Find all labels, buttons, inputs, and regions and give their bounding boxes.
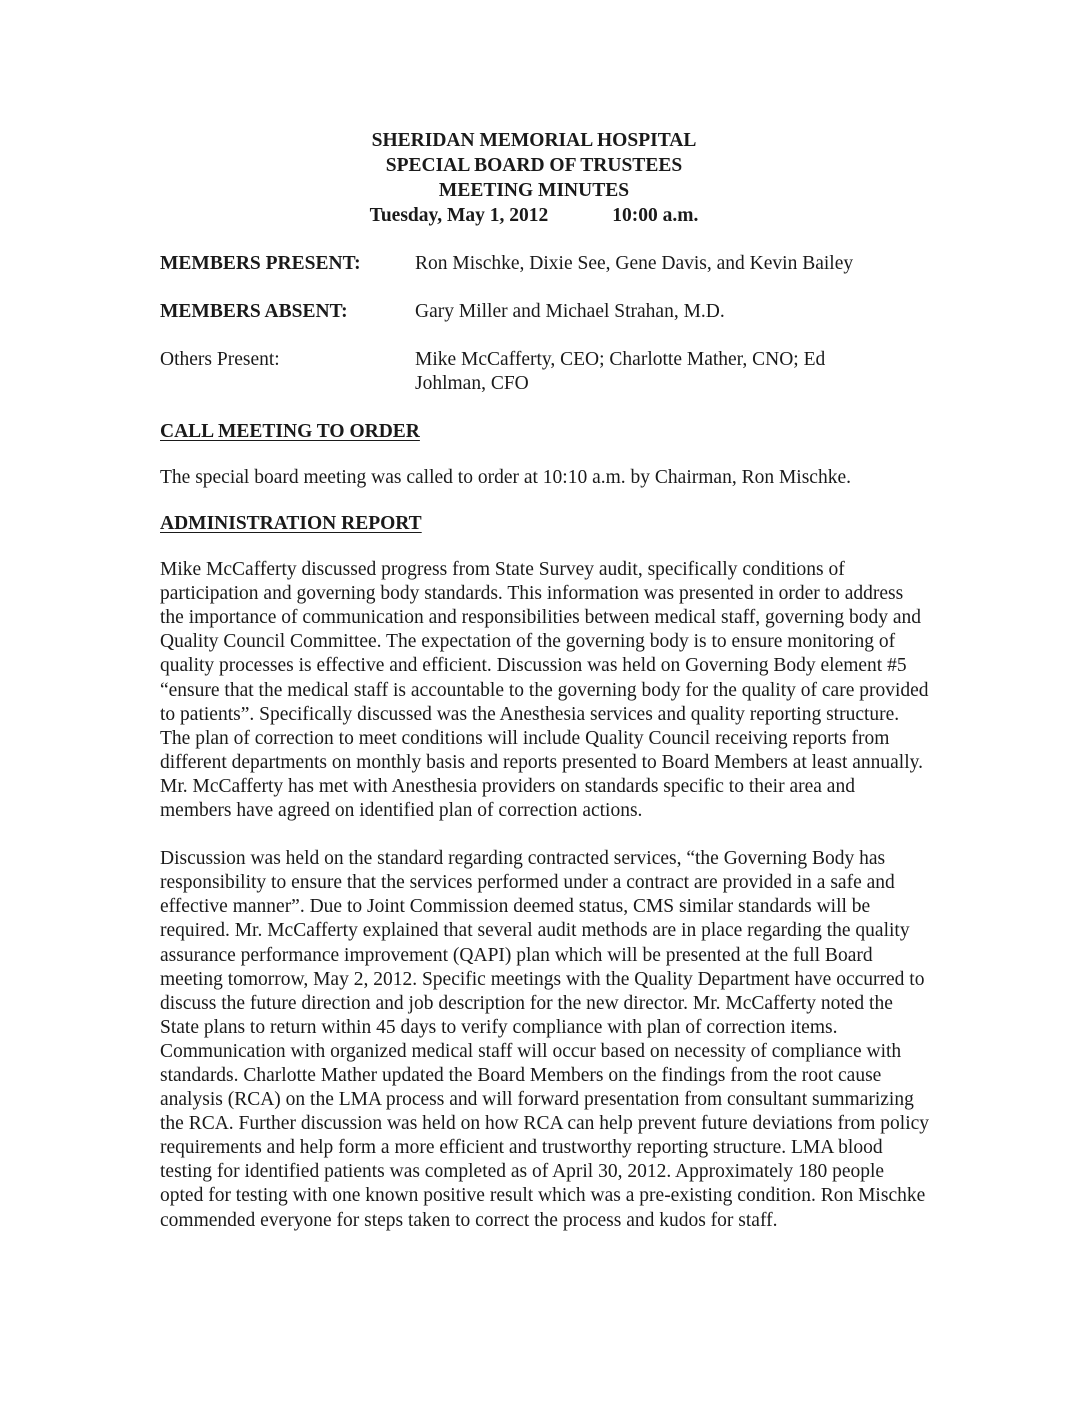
attendance-value: Ron Mischke, Dixie See, Gene Davis, and Kevin Bailey xyxy=(415,253,854,274)
attendance-label: MEMBERS ABSENT: xyxy=(160,301,348,322)
attendance-row-others xyxy=(160,348,930,396)
document-type: MEETING MINUTES xyxy=(438,180,630,201)
section-heading-administration-report: ADMINISTRATION REPORT xyxy=(160,513,422,535)
attendance-value: Mike McCafferty, CEO; Charlotte Mather, CNO; Ed Johlman, CFO xyxy=(415,349,826,394)
attendance-label: MEMBERS PRESENT: xyxy=(160,253,361,274)
document-page xyxy=(160,128,930,1233)
section-heading-call-to-order: CALL MEETING TO ORDER xyxy=(160,421,420,442)
attendance-row-present xyxy=(160,252,930,276)
meeting-date: Tuesday, May 1, 2012 xyxy=(369,205,549,226)
call-to-order-text: The special board meeting was called to order at 10:10 a.m. by Chairman, Ron Mischke. xyxy=(160,467,851,488)
board-name: SPECIAL BOARD OF TRUSTEES xyxy=(385,155,683,176)
admin-report-paragraph-2: Discussion was held on the standard regarding contracted services, “the Governing Body has responsibility to ensure that the services performed under a contract are provided in a safe and effective manner”. Due to Joint Commission deemed status, CMS similar standards will be required. Mr. McCafferty explained that several audit methods are in place regarding the quality assurance performance improvement (QAPI) plan which will be presented at the full Board meeting tomorrow, May 2, 2012. Specific meetings with the Quality Department have occurred to discuss the future direction and job description for the new director. Mr. McCafferty noted the State plans to return within 45 days to verify compliance with plan of correction items. Communication with organized medical staff will occur based on necessity of compliance with standards. Charlotte Mather updated the Board Members on the findings from the root cause analysis (RCA) on the LMA process and will forward presentation from consultant summarizing the RCA. Further discussion was held on how RCA can help prevent future deviations from policy requirements and help form a more efficient and trustworthy reporting structure. LMA blood testing for identified patients was completed as of April 30, 2012. Approximately 180 people opted for testing with one known positive result which was a pre-existing condition. Ron Mischke commended everyone for steps taken to correct the process and kudos for staff. xyxy=(160,848,930,1231)
attendance-label: Others Present: xyxy=(160,349,280,370)
meeting-time: 10:00 a.m. xyxy=(612,205,699,226)
attendance-value: Gary Miller and Michael Strahan, M.D. xyxy=(415,301,725,322)
hospital-name: SHERIDAN MEMORIAL HOSPITAL xyxy=(371,130,697,151)
meeting-dateline xyxy=(138,203,930,228)
attendance-block xyxy=(160,252,930,396)
admin-report-paragraph-1: Mike McCafferty discussed progress from State Survey audit, specifically conditions of participation and governing body standards. This information was presented in order to address the importance of communication and responsibilities between medical staff, governing body and Quality Council Committee. The expectation of the governing body is to ensure monitoring of quality processes is effective and efficient. Discussion was held on Governing Body element #5 “ensure that the medical staff is accountable to the governing body for the quality of care provided to patients”. Specifically discussed was the Anesthesia services and quality reporting structure. The plan of correction to meet conditions will include Quality Council receiving reports from different departments on monthly basis and reports presented to Board Members at least annually. Mr. McCafferty has met with Anesthesia providers on standards specific to their area and members have agreed on identified plan of correction actions. xyxy=(160,559,929,822)
document-header xyxy=(138,128,930,228)
attendance-row-absent xyxy=(160,300,930,324)
